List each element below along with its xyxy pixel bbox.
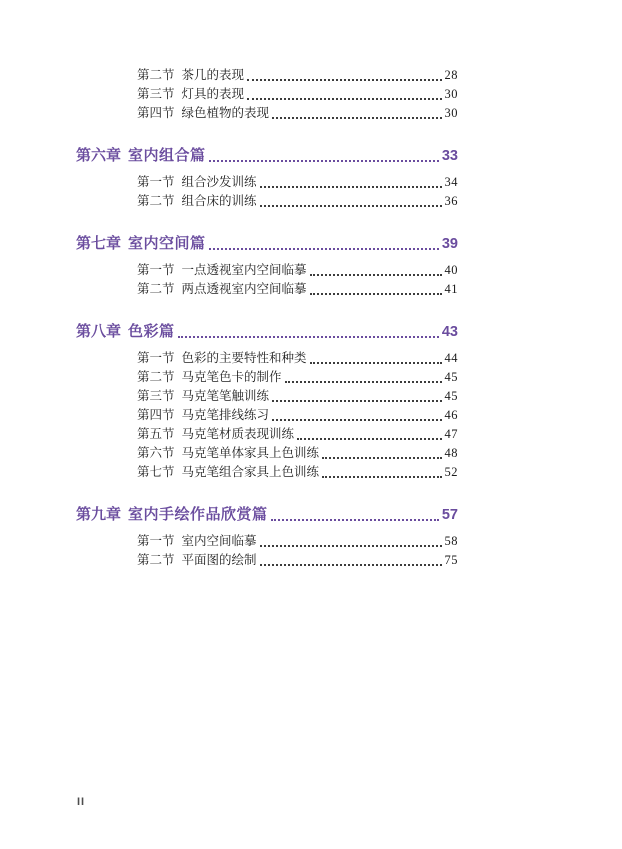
chapter-page-number: 57 [441,507,458,523]
folio-page-number: II [77,796,86,808]
section-title: 一点透视室内空间临摹 [181,263,307,277]
chapter-title: 室内手绘作品欣赏篇 [128,506,268,523]
toc-section-row [76,532,458,551]
section-page-number: 46 [444,408,458,422]
toc-section-row [76,280,458,299]
chapter-page-number: 39 [441,236,458,252]
section-page-number: 30 [444,87,458,101]
chapter-label: 第七章 [76,235,122,252]
section-label: 第五节 [137,427,175,441]
section-title: 灯具的表现 [181,87,245,101]
section-label: 第三节 [137,87,175,101]
chapter-title: 室内空间篇 [128,235,206,252]
section-dot-leader [322,476,441,478]
section-page-number: 41 [444,282,458,296]
chapter-dot-leader [178,336,439,338]
section-dot-leader [285,381,442,383]
toc-section-row [76,444,458,463]
section-page-number: 28 [444,68,458,82]
toc-section-row [76,261,458,280]
toc-chapter-row [76,502,458,528]
toc-section-row [76,104,458,123]
section-title: 马克笔笔触训练 [181,389,270,403]
toc-section-row [76,425,458,444]
section-dot-leader [272,419,441,421]
toc-section-row [76,192,458,211]
section-title: 两点透视室内空间临摹 [181,282,307,296]
chapter-title: 色彩篇 [128,323,175,340]
section-title: 色彩的主要特性和种类 [181,351,307,365]
section-title: 茶几的表现 [181,68,245,82]
section-page-number: 45 [444,370,458,384]
section-label: 第二节 [137,194,175,208]
toc-section-row [76,387,458,406]
chapter-title: 室内组合篇 [128,147,206,164]
toc-section-row [76,463,458,482]
section-label: 第一节 [137,175,175,189]
chapter-label: 第九章 [76,506,122,523]
section-label: 第二节 [137,282,175,296]
section-page-number: 52 [444,465,458,479]
chapter-dot-leader [209,160,439,162]
section-title: 马克笔组合家具上色训练 [181,465,320,479]
section-title: 组合沙发训练 [181,175,257,189]
section-title: 绿色植物的表现 [181,106,270,120]
section-dot-leader [260,186,442,188]
section-dot-leader [272,117,441,119]
toc-section-row [76,85,458,104]
section-page-number: 30 [444,106,458,120]
section-title: 马克笔单体家具上色训练 [181,446,320,460]
section-dot-leader [247,98,441,100]
toc-section-row [76,349,458,368]
section-page-number: 40 [444,263,458,277]
section-label: 第二节 [137,370,175,384]
section-page-number: 75 [444,553,458,567]
section-title: 马克笔色卡的制作 [181,370,282,384]
toc-chapter-row [76,319,458,345]
section-label: 第四节 [137,106,175,120]
section-dot-leader [297,438,441,440]
section-title: 组合床的训练 [181,194,257,208]
section-page-number: 44 [444,351,458,365]
chapters-group [76,143,458,570]
section-dot-leader [310,293,442,295]
section-dot-leader [310,274,442,276]
section-dot-leader [260,205,442,207]
chapter-page-number: 33 [441,148,458,164]
section-label: 第三节 [137,389,175,403]
section-page-number: 34 [444,175,458,189]
section-page-number: 48 [444,446,458,460]
toc-chapter-row [76,231,458,257]
toc-content [76,66,458,570]
section-label: 第一节 [137,263,175,277]
section-title: 马克笔排线练习 [181,408,270,422]
section-label: 第一节 [137,534,175,548]
section-page-number: 36 [444,194,458,208]
section-title: 室内空间临摹 [181,534,257,548]
section-dot-leader [260,564,442,566]
toc-section-row [76,66,458,85]
section-page-number: 45 [444,389,458,403]
section-label: 第二节 [137,553,175,567]
section-label: 第一节 [137,351,175,365]
chapter-dot-leader [209,248,439,250]
toc-section-row [76,368,458,387]
chapter-label: 第六章 [76,147,122,164]
section-dot-leader [247,79,441,81]
section-page-number: 58 [444,534,458,548]
section-title: 马克笔材质表现训练 [181,427,295,441]
section-dot-leader [310,362,442,364]
section-dot-leader [272,400,441,402]
section-page-number: 47 [444,427,458,441]
section-dot-leader [260,545,442,547]
section-label: 第七节 [137,465,175,479]
section-label: 第四节 [137,408,175,422]
toc-chapter-row [76,143,458,169]
leading-sections-group [76,66,458,123]
chapter-label: 第八章 [76,323,122,340]
toc-section-row [76,551,458,570]
section-label: 第六节 [137,446,175,460]
section-dot-leader [322,457,441,459]
section-label: 第二节 [137,68,175,82]
chapter-dot-leader [271,519,439,521]
toc-section-row [76,406,458,425]
chapter-page-number: 43 [441,324,458,340]
toc-section-row [76,173,458,192]
section-title: 平面图的绘制 [181,553,257,567]
